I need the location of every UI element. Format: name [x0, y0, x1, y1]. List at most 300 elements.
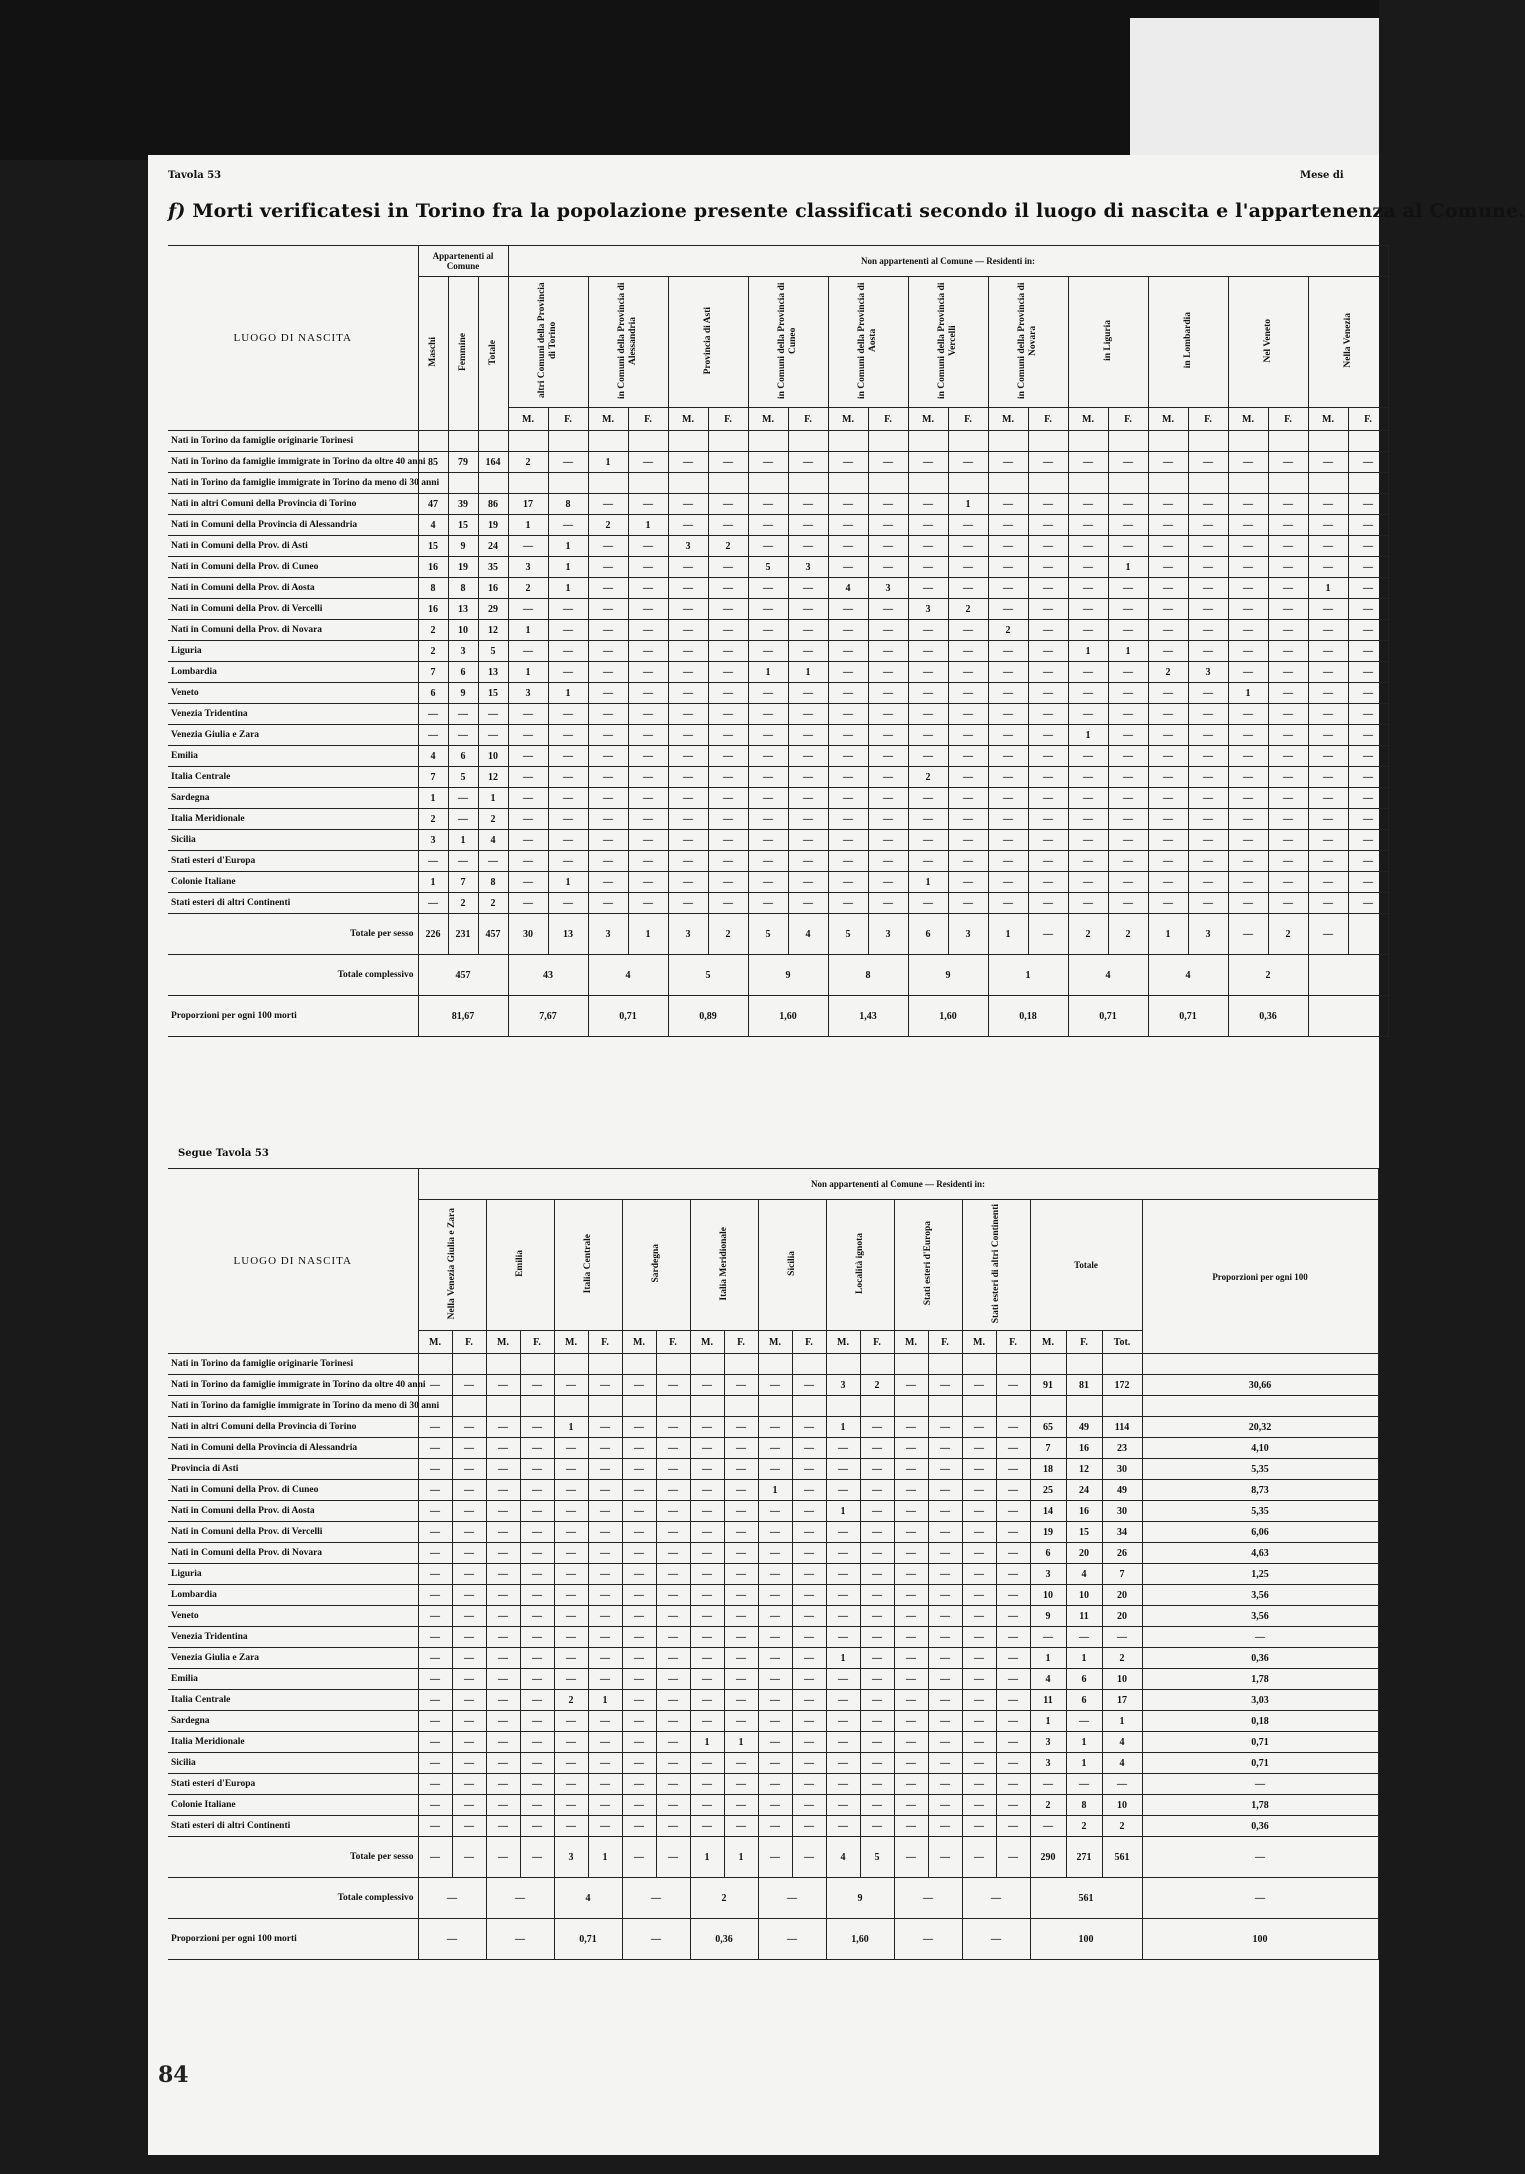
cell-residenti: — — [508, 830, 548, 851]
cell-residenti: — — [1108, 746, 1148, 767]
proportions-prop: 100 — [1142, 1919, 1378, 1960]
table-row — [168, 641, 1388, 662]
cell-residenti: — — [928, 1711, 962, 1732]
total-by-sex-row — [168, 1837, 1378, 1878]
f-header: F. — [520, 1331, 554, 1354]
cell-residenti: — — [628, 557, 668, 578]
cell-residenti: — — [1028, 725, 1068, 746]
cell-residenti — [788, 473, 828, 494]
cell-residenti: — — [724, 1711, 758, 1732]
cell-residenti: 1 — [1308, 578, 1348, 599]
cell-residenti — [690, 1354, 724, 1375]
cell-residenti: — — [1348, 641, 1388, 662]
cell-residenti — [548, 431, 588, 452]
cell-residenti: — — [548, 767, 588, 788]
cell-residenti: — — [1228, 809, 1268, 830]
cell-residenti: — — [520, 1774, 554, 1795]
cell-residenti: — — [1188, 452, 1228, 473]
cell-residenti: — — [622, 1501, 656, 1522]
app-col-1 — [448, 277, 478, 431]
cell-maschi: 16 — [418, 557, 448, 578]
cell-residenti: — — [656, 1585, 690, 1606]
total-by-sex-m: 226 — [418, 914, 448, 955]
cell-residenti: — — [668, 662, 708, 683]
cell-residenti: — — [588, 1543, 622, 1564]
cell-residenti: — — [1148, 494, 1188, 515]
cell-residenti: — — [708, 641, 748, 662]
cell-residenti — [792, 1396, 826, 1417]
m-header: M. — [962, 1331, 996, 1354]
cell-residenti: — — [1348, 746, 1388, 767]
cell-residenti: — — [520, 1816, 554, 1837]
cell-total-f: 10 — [1066, 1585, 1102, 1606]
f-header: F. — [928, 1331, 962, 1354]
cell-residenti: — — [628, 452, 668, 473]
cell-residenti: — — [724, 1522, 758, 1543]
cell-total: 26 — [1102, 1543, 1142, 1564]
cell-maschi: 4 — [418, 515, 448, 536]
cell-residenti: — — [1148, 641, 1188, 662]
cell-total-f: 11 — [1066, 1606, 1102, 1627]
cell-residenti: — — [508, 767, 548, 788]
group-non-appartenenti: Non appartenenti al Comune — Residenti in: — [508, 246, 1388, 277]
cell-residenti: — — [708, 725, 748, 746]
cell-residenti: — — [452, 1438, 486, 1459]
cell-total-f: 1 — [1066, 1648, 1102, 1669]
corner-label: LUOGO DI NASCITA — [168, 246, 418, 431]
cell-residenti: — — [860, 1669, 894, 1690]
cell-residenti: — — [668, 746, 708, 767]
proportions-label: Proporzioni per ogni 100 morti — [168, 996, 418, 1037]
table-row — [168, 1543, 1378, 1564]
cell-proportion: 1,25 — [1142, 1564, 1378, 1585]
cell-residenti: — — [1348, 872, 1388, 893]
cell-residenti: — — [1348, 830, 1388, 851]
cell-residenti: — — [792, 1459, 826, 1480]
total-by-sex-t: 457 — [478, 914, 508, 955]
cell-residenti: — — [988, 704, 1028, 725]
cell-residenti: — — [1148, 830, 1188, 851]
cell-residenti: — — [656, 1753, 690, 1774]
cell-residenti: — — [792, 1606, 826, 1627]
cell-residenti: — — [758, 1438, 792, 1459]
cell-total-m: 10 — [1030, 1585, 1066, 1606]
cell-residenti: — — [826, 1816, 860, 1837]
cell-residenti: — — [508, 788, 548, 809]
cell-residenti — [588, 431, 628, 452]
cell-residenti: — — [788, 893, 828, 914]
cell-residenti: — — [1148, 599, 1188, 620]
cell-residenti: — — [988, 893, 1028, 914]
cell-residenti: — — [486, 1648, 520, 1669]
cell-residenti: — — [486, 1795, 520, 1816]
grand-total-cell: — — [418, 1878, 486, 1919]
cell-residenti: — — [748, 578, 788, 599]
table-caption — [168, 200, 1525, 222]
cell-femmine — [448, 473, 478, 494]
cell-residenti: — — [628, 641, 668, 662]
cell-residenti — [628, 473, 668, 494]
cell-residenti: 8 — [548, 494, 588, 515]
cell-residenti: — — [948, 893, 988, 914]
cell-residenti: 2 — [508, 578, 548, 599]
res2-col-1-text: Emilia — [514, 1250, 525, 1277]
cell-residenti — [788, 431, 828, 452]
row-label: Nati in Torino da famiglie immigrate in Torino da meno di 30 anni — [168, 1396, 418, 1417]
cell-residenti: — — [868, 767, 908, 788]
cell-residenti: — — [1308, 557, 1348, 578]
cell-residenti: — — [748, 725, 788, 746]
cell-residenti: — — [1188, 599, 1228, 620]
cell-total-m: 9 — [1030, 1606, 1066, 1627]
cell-residenti: — — [588, 1774, 622, 1795]
cell-total-m: 6 — [1030, 1543, 1066, 1564]
cell-residenti: — — [1268, 662, 1308, 683]
f-header: F. — [996, 1331, 1030, 1354]
scan-grey-patch — [1130, 18, 1379, 168]
cell-maschi: 1 — [418, 872, 448, 893]
cell-residenti: — — [948, 725, 988, 746]
cell-residenti: — — [1148, 893, 1188, 914]
cell-residenti: — — [1108, 809, 1148, 830]
cell-maschi: — — [418, 704, 448, 725]
cell-residenti — [588, 1396, 622, 1417]
cell-residenti: — — [928, 1690, 962, 1711]
cell-residenti: — — [792, 1438, 826, 1459]
cell-residenti: — — [828, 620, 868, 641]
total-by-sex-cell: — — [452, 1837, 486, 1878]
cell-residenti: — — [962, 1648, 996, 1669]
cell-totale: 13 — [478, 662, 508, 683]
cell-residenti — [668, 473, 708, 494]
cell-maschi: — — [418, 893, 448, 914]
cell-residenti: — — [520, 1690, 554, 1711]
cell-total: 34 — [1102, 1522, 1142, 1543]
cell-residenti: — — [588, 1669, 622, 1690]
cell-residenti: — — [554, 1732, 588, 1753]
cell-totale: 16 — [478, 578, 508, 599]
cell-residenti: — — [548, 830, 588, 851]
grand-total-cell — [1308, 955, 1388, 996]
cell-residenti: — — [828, 557, 868, 578]
cell-residenti: — — [452, 1543, 486, 1564]
cell-residenti: — — [908, 578, 948, 599]
cell-residenti: — — [588, 809, 628, 830]
cell-residenti: — — [1268, 704, 1308, 725]
cell-residenti: — — [748, 893, 788, 914]
cell-residenti: — — [1308, 620, 1348, 641]
cell-residenti: — — [860, 1417, 894, 1438]
cell-residenti: — — [792, 1732, 826, 1753]
cell-residenti: — — [1108, 830, 1148, 851]
cell-residenti: — — [656, 1522, 690, 1543]
cell-residenti: — — [1348, 599, 1388, 620]
cell-residenti: — — [1228, 830, 1268, 851]
grand-total-cell: 4 — [554, 1878, 622, 1919]
cell-total-f: 1 — [1066, 1732, 1102, 1753]
proportions-cell: — — [486, 1919, 554, 1960]
cell-residenti: — — [588, 893, 628, 914]
cell-residenti: — — [1268, 683, 1308, 704]
cell-residenti: — — [588, 767, 628, 788]
cell-residenti: — — [656, 1543, 690, 1564]
cell-residenti: — — [988, 851, 1028, 872]
cell-residenti: — — [758, 1564, 792, 1585]
cell-residenti: — — [588, 1501, 622, 1522]
cell-total-m: 19 — [1030, 1522, 1066, 1543]
table-row — [168, 1795, 1378, 1816]
m-header: M. — [690, 1331, 724, 1354]
f-header: F. — [548, 408, 588, 431]
cell-residenti: — — [554, 1480, 588, 1501]
total-by-sex-cell: 13 — [548, 914, 588, 955]
cell-residenti: — — [554, 1585, 588, 1606]
cell-residenti: — — [622, 1417, 656, 1438]
cell-residenti: — — [656, 1690, 690, 1711]
cell-residenti: — — [828, 641, 868, 662]
cell-residenti: 1 — [948, 494, 988, 515]
cell-residenti: — — [758, 1795, 792, 1816]
table-row — [168, 788, 1388, 809]
table-row — [168, 851, 1388, 872]
grand-total-cell: 9 — [826, 1878, 894, 1919]
cell-residenti: — — [486, 1375, 520, 1396]
cell-residenti: — — [418, 1627, 452, 1648]
cell-residenti: — — [868, 872, 908, 893]
cell-residenti: — — [828, 452, 868, 473]
cell-residenti: 3 — [508, 683, 548, 704]
cell-femmine: — — [448, 704, 478, 725]
cell-residenti: — — [928, 1795, 962, 1816]
total-by-sex-cell: 30 — [508, 914, 548, 955]
cell-residenti: — — [1148, 704, 1188, 725]
cell-residenti: — — [622, 1711, 656, 1732]
cell-residenti: — — [788, 788, 828, 809]
cell-residenti: — — [548, 641, 588, 662]
cell-residenti: — — [486, 1522, 520, 1543]
cell-residenti: — — [962, 1438, 996, 1459]
cell-residenti: — — [1028, 536, 1068, 557]
cell-residenti — [418, 1354, 452, 1375]
cell-residenti: — — [894, 1732, 928, 1753]
cell-residenti: — — [724, 1795, 758, 1816]
res2-col-8-text: Stati esteri di altri Continenti — [990, 1203, 1001, 1324]
cell-residenti: — — [1308, 725, 1348, 746]
cell-residenti: — — [1268, 494, 1308, 515]
proportions-tot: 100 — [1030, 1919, 1142, 1960]
cell-residenti: — — [962, 1480, 996, 1501]
cell-residenti: — — [758, 1606, 792, 1627]
cell-residenti: — — [1108, 536, 1148, 557]
cell-residenti: — — [690, 1606, 724, 1627]
month-label: Mese di — [1300, 170, 1344, 181]
cell-residenti: — — [894, 1585, 928, 1606]
cell-residenti: — — [1228, 851, 1268, 872]
cell-residenti: 3 — [826, 1375, 860, 1396]
total-by-sex-cell: — — [622, 1837, 656, 1878]
cell-residenti: — — [1228, 662, 1268, 683]
cell-residenti: — — [748, 536, 788, 557]
cell-residenti: — — [868, 515, 908, 536]
cell-residenti: — — [628, 851, 668, 872]
table-row — [168, 893, 1388, 914]
cell-residenti: — — [690, 1753, 724, 1774]
m-header: M. — [1228, 408, 1268, 431]
row-label: Nati in Torino da famiglie immigrate in Torino da oltre 40 anni — [168, 452, 418, 473]
cell-residenti: — — [828, 536, 868, 557]
cell-residenti: — — [996, 1690, 1030, 1711]
f-header: F. — [868, 408, 908, 431]
cell-residenti: — — [708, 683, 748, 704]
cell-residenti: — — [622, 1753, 656, 1774]
total-by-sex-prop: — — [1142, 1837, 1378, 1878]
cell-maschi: 2 — [418, 809, 448, 830]
cell-maschi: 15 — [418, 536, 448, 557]
cell-residenti — [1108, 431, 1148, 452]
cell-residenti: — — [690, 1543, 724, 1564]
cell-residenti: — — [928, 1543, 962, 1564]
res-col-0 — [508, 277, 588, 408]
cell-totale: — — [478, 704, 508, 725]
cell-residenti — [486, 1396, 520, 1417]
cell-residenti: 3 — [908, 599, 948, 620]
cell-residenti: — — [690, 1669, 724, 1690]
total-by-sex-label: Totale per sesso — [168, 1837, 418, 1878]
cell-residenti: — — [1268, 578, 1308, 599]
cell-total-m: 1 — [1030, 1711, 1066, 1732]
cell-residenti: — — [758, 1711, 792, 1732]
cell-residenti: — — [1148, 578, 1188, 599]
total-by-sex-cell: 4 — [826, 1837, 860, 1878]
proportions-cell: — — [418, 1919, 486, 1960]
grand-total-tot: 561 — [1030, 1878, 1142, 1919]
cell-residenti: — — [996, 1438, 1030, 1459]
cell-residenti: — — [1308, 536, 1348, 557]
cell-residenti: — — [1188, 893, 1228, 914]
cell-residenti: 2 — [908, 767, 948, 788]
cell-residenti: — — [554, 1648, 588, 1669]
cell-residenti: — — [860, 1585, 894, 1606]
cell-residenti: — — [1348, 725, 1388, 746]
cell-residenti: — — [860, 1732, 894, 1753]
cell-residenti — [962, 1396, 996, 1417]
cell-residenti: — — [1188, 494, 1228, 515]
cell-residenti: — — [908, 641, 948, 662]
cell-total: — — [1102, 1774, 1142, 1795]
cell-residenti: — — [690, 1648, 724, 1669]
proportions-cell: 0,18 — [988, 996, 1068, 1037]
cell-total: 2 — [1102, 1648, 1142, 1669]
cell-residenti: — — [826, 1480, 860, 1501]
cell-residenti: — — [668, 683, 708, 704]
cell-femmine: 15 — [448, 515, 478, 536]
cell-residenti: — — [1148, 872, 1188, 893]
grand-total-cell: 2 — [690, 1878, 758, 1919]
cell-residenti: — — [548, 704, 588, 725]
row-label: Italia Centrale — [168, 767, 418, 788]
cell-residenti: — — [1148, 851, 1188, 872]
cell-residenti: — — [962, 1795, 996, 1816]
cell-residenti — [508, 473, 548, 494]
cell-residenti: — — [508, 851, 548, 872]
cell-residenti: — — [908, 830, 948, 851]
cell-residenti: — — [486, 1753, 520, 1774]
row-label: Nati in Comuni della Prov. di Novara — [168, 620, 418, 641]
cell-residenti: — — [690, 1774, 724, 1795]
cell-residenti: — — [1068, 830, 1108, 851]
cell-residenti: — — [1188, 515, 1228, 536]
cell-residenti: — — [962, 1606, 996, 1627]
row-label: Nati in Torino da famiglie originarie Torinesi — [168, 1354, 418, 1375]
cell-residenti: — — [1028, 620, 1068, 641]
cell-residenti: — — [1348, 494, 1388, 515]
cell-residenti: — — [1028, 767, 1068, 788]
cell-proportion: 1,78 — [1142, 1795, 1378, 1816]
cell-residenti: — — [860, 1606, 894, 1627]
cell-residenti: — — [520, 1669, 554, 1690]
cell-residenti: — — [826, 1774, 860, 1795]
cell-residenti: — — [588, 1606, 622, 1627]
proportions-cell: — — [622, 1919, 690, 1960]
cell-residenti — [1148, 473, 1188, 494]
res-col-1 — [588, 277, 668, 408]
cell-residenti: 4 — [828, 578, 868, 599]
cell-residenti: — — [588, 1480, 622, 1501]
cell-residenti: — — [894, 1816, 928, 1837]
cell-residenti: — — [1228, 788, 1268, 809]
cell-residenti: — — [452, 1690, 486, 1711]
cell-residenti: — — [894, 1648, 928, 1669]
cell-femmine: 9 — [448, 683, 478, 704]
row-label: Lombardia — [168, 662, 418, 683]
m-header: M. — [894, 1331, 928, 1354]
cell-residenti: — — [486, 1816, 520, 1837]
cell-residenti: — — [554, 1543, 588, 1564]
cell-residenti: — — [656, 1375, 690, 1396]
cell-residenti: — — [868, 494, 908, 515]
cell-total-f: 6 — [1066, 1669, 1102, 1690]
cell-residenti — [868, 473, 908, 494]
cell-residenti: — — [520, 1459, 554, 1480]
cell-residenti: 1 — [908, 872, 948, 893]
cell-residenti: — — [928, 1375, 962, 1396]
m-header: M. — [554, 1331, 588, 1354]
cell-residenti: — — [508, 599, 548, 620]
cell-total: 17 — [1102, 1690, 1142, 1711]
cell-femmine: 39 — [448, 494, 478, 515]
cell-total: 4 — [1102, 1732, 1142, 1753]
continuation-label: Segue Tavola 53 — [178, 1148, 269, 1159]
row-label: Nati in Comuni della Prov. di Novara — [168, 1543, 418, 1564]
cell-residenti: — — [588, 1375, 622, 1396]
cell-residenti: 1 — [1108, 641, 1148, 662]
cell-residenti: — — [668, 872, 708, 893]
cell-residenti: — — [486, 1417, 520, 1438]
cell-residenti: — — [1268, 599, 1308, 620]
cell-residenti: — — [724, 1816, 758, 1837]
grand-total-app: 457 — [418, 955, 508, 996]
cell-residenti: — — [588, 1648, 622, 1669]
cell-residenti: — — [894, 1438, 928, 1459]
cell-residenti: — — [656, 1459, 690, 1480]
cell-residenti: — — [826, 1795, 860, 1816]
cell-proportion: 30,66 — [1142, 1375, 1378, 1396]
cell-residenti — [860, 1354, 894, 1375]
cell-residenti: — — [628, 830, 668, 851]
cell-residenti: — — [708, 599, 748, 620]
cell-residenti: — — [826, 1627, 860, 1648]
cell-residenti: — — [962, 1669, 996, 1690]
